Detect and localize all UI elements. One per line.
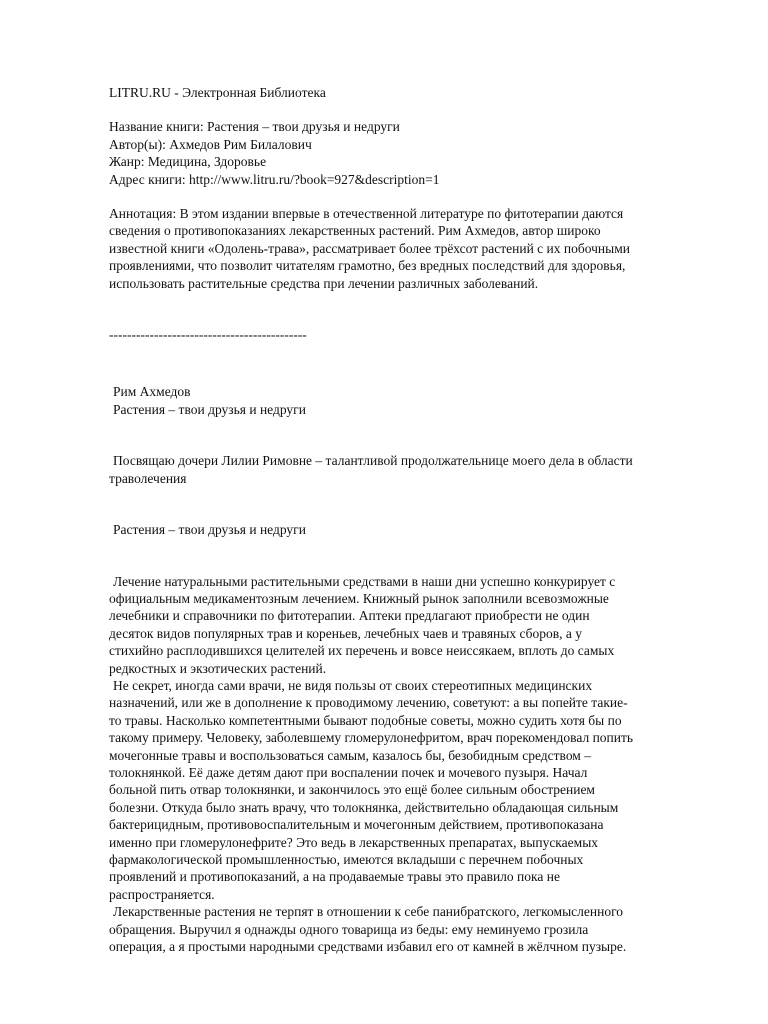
- paragraph-line: больной пить отвар толокнянки, и закончилось это ещё более сильным обострением: [109, 782, 595, 798]
- paragraph-line: стихийно расплодившихся целителей их перечень и вовсе неиссякаем, вплоть до самых: [109, 643, 615, 659]
- paragraph-line: бактерицидным, противовоспалительным и мочегонным действием, противопоказана: [109, 817, 604, 833]
- annotation-line: сведения о противопоказаниях лекарственных растений. Рим Ахмедов, автор широко: [109, 223, 601, 239]
- meta-url: Адрес книги: http://www.litru.ru/?book=927&description=1: [109, 171, 440, 187]
- book-meta: [109, 118, 709, 188]
- paragraph-2: [109, 677, 709, 903]
- meta-genre: Жанр: Медицина, Здоровье: [109, 154, 267, 170]
- paragraph-line: распространяется.: [109, 886, 215, 902]
- annotation: [109, 205, 709, 292]
- document-page: [109, 84, 709, 955]
- paragraph-line: редкостных и экзотических растений.: [109, 660, 327, 676]
- chapter-title: Растения – твои друзья и недруги: [113, 522, 306, 538]
- annotation-line: Аннотация: В этом издании впервые в отечественной литературе по фитотерапии даются: [109, 206, 624, 222]
- paragraph-line: болезни. Откуда было знать врачу, что толокнянка, действительно обладающая сильным: [109, 799, 619, 815]
- paragraph-line: толокнянкой. Её даже детям дают при воспалении почек и мочевого пузыря. Начал: [109, 764, 588, 780]
- dedication-line: Посвящаю дочери Лилии Римовне – талантливой продолжательнице моего дела в области: [113, 453, 633, 469]
- book-author: Рим Ахмедов: [113, 384, 191, 400]
- paragraph-line: именно при гломерулонефрите? Это ведь в лекарственных препаратах, выпускаемых: [109, 834, 599, 850]
- paragraph-line: операция, а я простыми народными средствами избавил его от камней в жёлчном пузыре.: [109, 939, 627, 955]
- paragraph-line: десяток видов популярных трав и кореньев, лечебных чаев и травяных сборов, а у: [109, 625, 582, 641]
- annotation-line: известной книги «Одолень-трава», рассматривает более трёхсот растений с их побочными: [109, 240, 630, 256]
- paragraph-line: проявлений и противопоказаний, а на продаваемые травы это правило пока не: [109, 869, 560, 885]
- book-title: Растения – твои друзья и недруги: [113, 401, 306, 417]
- paragraph-1: [109, 573, 709, 677]
- paragraph-line: то травы. Насколько компетентными бывают подобные советы, можно судить хотя бы по: [109, 712, 622, 728]
- annotation-line: использовать растительные средства при лечении различных заболеваний.: [109, 275, 539, 291]
- site-header: LITRU.RU - Электронная Библиотека: [109, 85, 326, 100]
- paragraph-line: лечебники и справочники по фитотерапии. Аптеки предлагают приобрести не один: [109, 608, 590, 624]
- meta-title: Название книги: Растения – твои друзья и недруги: [109, 119, 400, 135]
- paragraph-3: [109, 903, 709, 955]
- meta-author: Автор(ы): Ахмедов Рим Билалович: [109, 136, 312, 152]
- paragraph-line: Лекарственные растения не терпят в отношении к себе панибратского, легкомысленного: [113, 904, 624, 920]
- paragraph-line: обращения. Выручил я однажды одного товарища из беды: ему неминуемо грозила: [109, 921, 589, 937]
- paragraph-line: назначений, или же в дополнение к проводимому лечению, советуют: а вы попейте такие-: [109, 695, 628, 711]
- paragraph-line: Лечение натуральными растительными средствами в наши дни успешно конкурирует с: [113, 573, 616, 589]
- dedication: [109, 452, 709, 487]
- annotation-line: проявлениями, что позволит читателям грамотно, без вредных последствий для здоровья,: [109, 258, 626, 274]
- paragraph-line: фармакологической промышленностью, имеются вкладыши с перечнем побочных: [109, 852, 584, 867]
- dedication-line: траволечения: [109, 470, 187, 486]
- paragraph-line: мочегонные травы и воспользоваться самым, казалось бы, безобидным средством –: [109, 747, 591, 763]
- separator: --------------------------------------------: [109, 327, 307, 343]
- paragraph-line: Не секрет, иногда сами врачи, не видя пользы от своих стереотипных медицинских: [113, 677, 593, 693]
- paragraph-line: официальным медикаментозным лечением. Книжный рынок заполнили всевозможные: [109, 590, 609, 606]
- paragraph-line: такому примеру. Человеку, заболевшему гломерулонефритом, врач порекомендовал попить: [109, 730, 634, 746]
- book-heading: [109, 383, 709, 418]
